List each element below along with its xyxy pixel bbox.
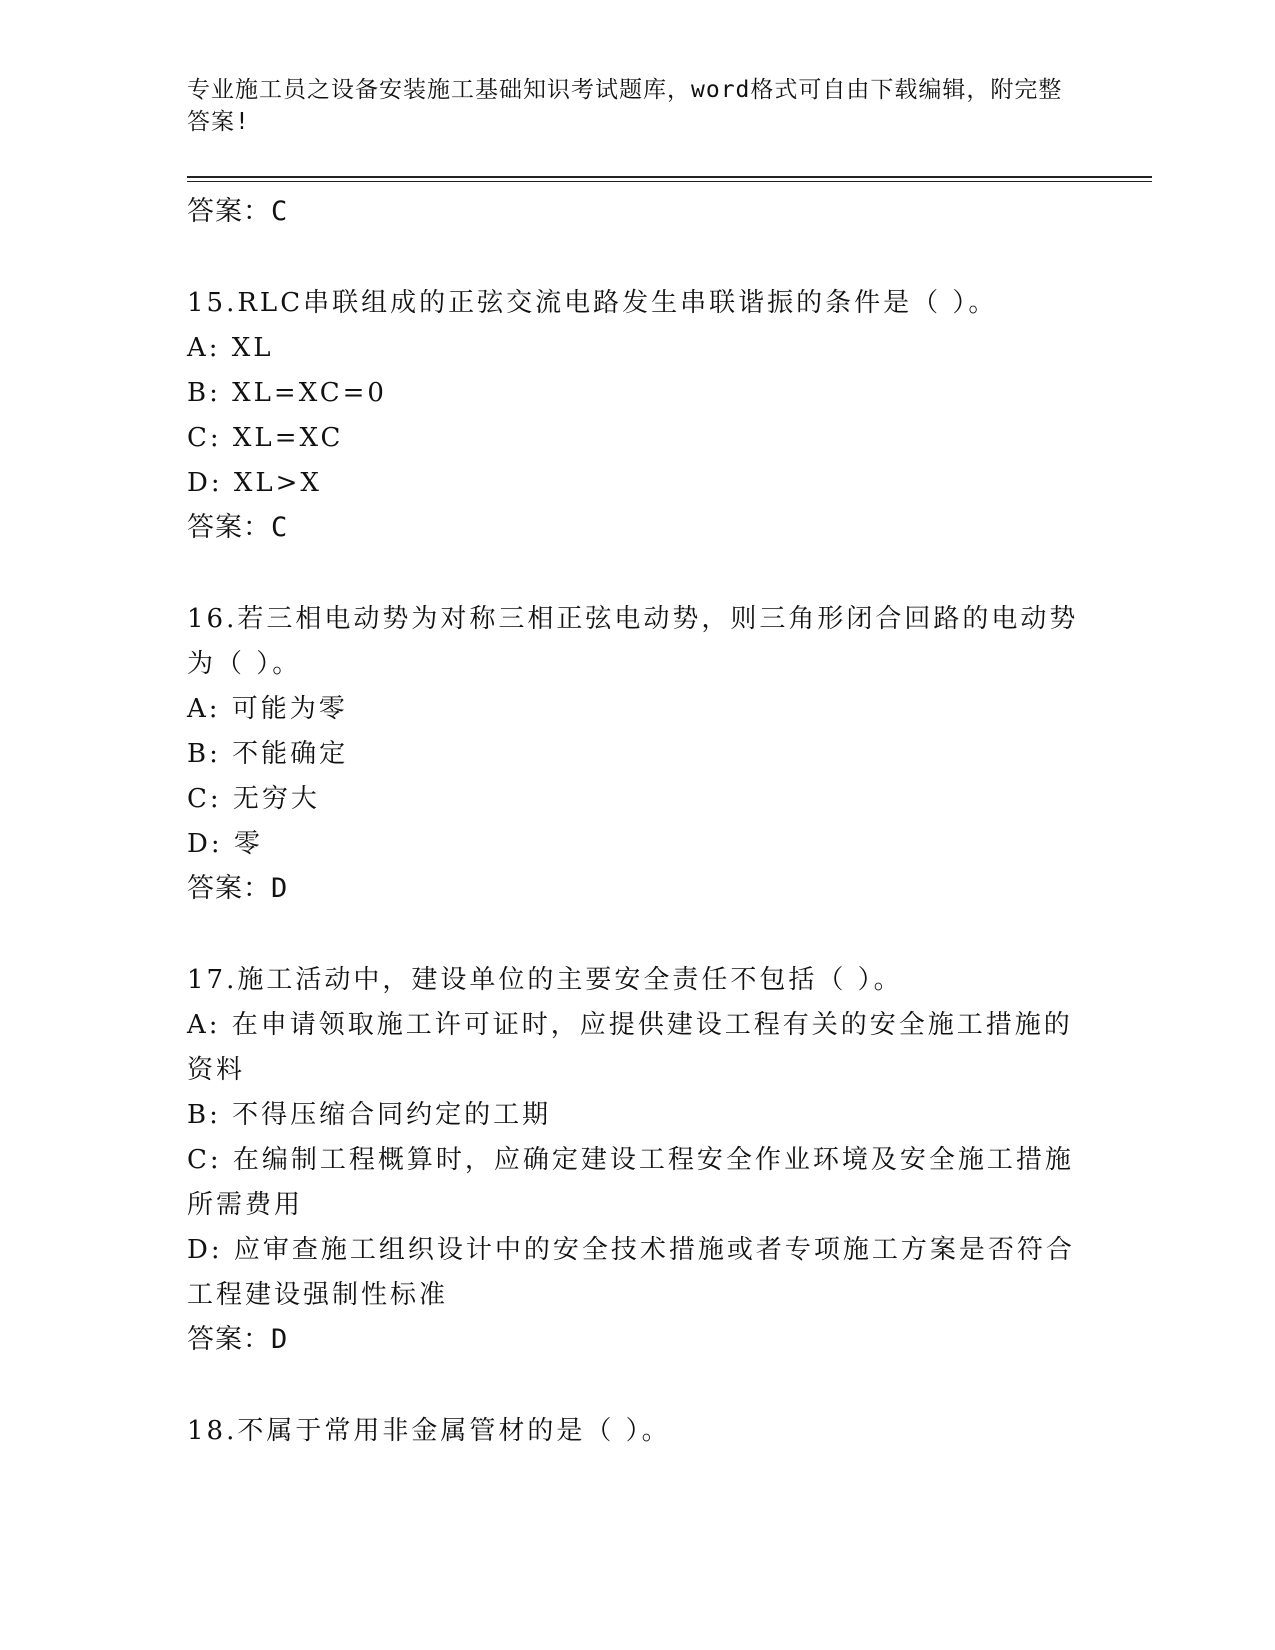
option-c: C: 无穷大	[187, 784, 320, 814]
option-b: B: 不得压缩合同约定的工期	[187, 1100, 552, 1130]
option-d: D: 应审查施工组织设计中的安全技术措施或者专项施工方案是否符合工程建设强制性标准	[187, 1235, 1075, 1310]
question-18	[187, 1409, 1087, 1454]
answer-line: 答案：D	[187, 873, 289, 904]
question-text: 16.若三相电动势为对称三相正弦电动势，则三角形闭合回路的电动势为（ ）。	[187, 604, 1079, 679]
answer-line: 答案：C	[187, 512, 289, 543]
question-list	[187, 190, 1087, 1454]
question-15	[187, 281, 1087, 550]
question-17	[187, 958, 1087, 1362]
page-header: 专业施工员之设备安装施工基础知识考试题库，word格式可自由下载编辑，附完整答案!	[187, 77, 1063, 135]
option-d: D: XL>X	[187, 468, 322, 498]
question-text: 15.RLC串联组成的正弦交流电路发生串联谐振的条件是（ ）。	[187, 288, 998, 318]
question-16	[187, 597, 1087, 911]
option-d: D: 零	[187, 829, 263, 859]
question-text: 18.不属于常用非金属管材的是（ ）。	[187, 1416, 671, 1446]
spacer	[187, 1362, 1087, 1409]
option-a: A: 可能为零	[187, 694, 348, 724]
option-b: B: XL=XC=0	[187, 378, 387, 408]
header-divider-thin	[187, 181, 1152, 182]
option-c: C: XL=XC	[187, 423, 344, 453]
header-divider-thick	[187, 176, 1152, 178]
answer-line: 答案：C	[187, 196, 289, 227]
question-text: 17.施工活动中，建设单位的主要安全责任不包括（ ）。	[187, 965, 903, 995]
spacer	[187, 234, 1087, 281]
answer-line: 答案：D	[187, 1324, 289, 1355]
spacer	[187, 911, 1087, 958]
spacer	[187, 550, 1087, 597]
option-a: A: 在申请领取施工许可证时，应提供建设工程有关的安全施工措施的资料	[187, 1010, 1073, 1085]
option-b: B: 不能确定	[187, 739, 349, 769]
option-a: A: XL	[187, 333, 274, 363]
option-c: C: 在编制工程概算时，应确定建设工程安全作业环境及安全施工措施所需费用	[187, 1145, 1074, 1220]
